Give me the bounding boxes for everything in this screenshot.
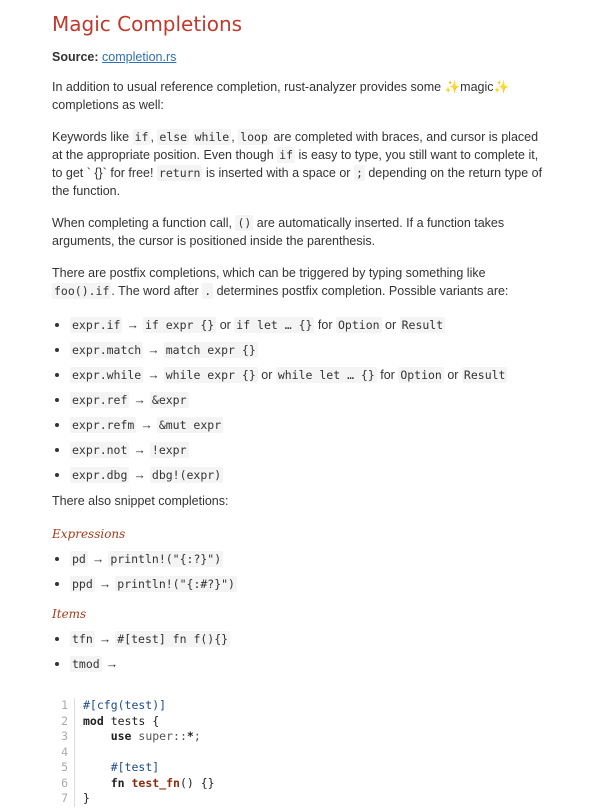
expression-snippets-list: [52, 546, 550, 596]
text: ,: [231, 130, 239, 144]
snippet-trigger: pd: [72, 552, 86, 566]
postfix-variant-item: [70, 337, 550, 362]
variant-expansion: Option: [338, 318, 380, 332]
page-title: Magic Completions: [52, 12, 243, 36]
variant-expansion: match expr {}: [165, 343, 256, 357]
line-number: 5: [52, 760, 75, 776]
variant-expansion: !expr: [151, 443, 187, 457]
line-number: 4: [52, 745, 75, 761]
code-line: [52, 760, 550, 776]
arrow-icon: →: [133, 393, 146, 407]
code-keyword: use: [110, 729, 132, 743]
snippet-item: [70, 626, 550, 651]
code-glob: *: [186, 729, 194, 743]
arrow-icon: →: [126, 318, 139, 332]
snippet-expansion: #[test] fn f(){}: [117, 632, 229, 646]
item-snippets-list: [52, 626, 550, 676]
text: When completing a function call,: [52, 216, 236, 230]
postfix-variant-item: [70, 462, 550, 487]
code-line: [52, 791, 550, 807]
source-label: Source:: [52, 50, 99, 64]
inline-code: if: [134, 130, 149, 144]
line-number: 1: [52, 698, 75, 714]
variant-trigger: expr.refm: [72, 418, 135, 432]
postfix-variant-item: [70, 312, 550, 337]
sparkle-icon: ✨: [444, 80, 461, 94]
code-text: ;: [193, 729, 201, 743]
inline-code: return: [158, 166, 201, 180]
variant-expansion: dbg!(expr): [151, 468, 222, 482]
code-line: [52, 776, 550, 792]
variant-expansion: if let … {}: [236, 318, 313, 332]
snippet-trigger: ppd: [72, 577, 93, 591]
keywords-paragraph: [52, 128, 550, 200]
code-text: }: [83, 791, 90, 805]
code-content: [75, 714, 159, 730]
variant-trigger: expr.match: [72, 343, 142, 357]
text: Keywords like: [52, 130, 133, 144]
code-content: [75, 698, 166, 714]
intro-text-end: completions as well:: [52, 98, 164, 112]
variant-expansion: &mut expr: [158, 418, 222, 432]
arrow-icon: →: [105, 657, 119, 671]
line-number: 3: [52, 729, 75, 745]
text: There are postfix completions, which can be triggered by typing something like: [52, 266, 486, 280]
intro-text: In addition to usual reference completion, rust-analyzer provides some: [52, 80, 445, 94]
magic-word: magic: [460, 80, 494, 94]
inline-code: while: [194, 130, 230, 144]
text: are automatically inserted. If a function takes arguments, the cursor is positioned inside the parenthesis.: [52, 216, 505, 248]
snippet-expansion: println!("{:#?}"): [117, 577, 235, 591]
code-keyword: mod: [83, 713, 104, 728]
arrow-icon: →: [98, 577, 112, 591]
variant-trigger: expr.if: [72, 318, 121, 332]
function-call-paragraph: [52, 214, 550, 250]
text: is easy to type, you still want to complete it, to get ` {}` for free!: [52, 148, 539, 180]
variant-expansion: Result: [401, 318, 444, 332]
variant-expansion: while let … {}: [277, 368, 375, 382]
inline-code: foo().if: [54, 284, 110, 298]
code-line: [52, 745, 550, 761]
arrow-icon: →: [133, 468, 146, 482]
variant-trigger: expr.while: [72, 368, 142, 382]
inline-code: .: [204, 284, 212, 298]
inline-code: loop: [240, 130, 268, 144]
postfix-variant-item: [70, 437, 550, 462]
code-content: [75, 745, 90, 761]
text: depending on the return type of the function.: [52, 166, 543, 198]
expressions-heading: Expressions: [52, 527, 126, 541]
variant-expansion: while expr {}: [165, 368, 256, 382]
variant-text: for: [376, 368, 399, 382]
code-text: () {}: [179, 775, 215, 790]
code-attr: #[test]: [110, 760, 160, 774]
variant-expansion: if expr {}: [144, 318, 215, 332]
code-text: super::: [131, 729, 187, 743]
arrow-icon: →: [147, 343, 160, 357]
inline-code: if: [279, 148, 294, 162]
snippet-intro: There also snippet completions:: [52, 494, 229, 508]
variant-text: or: [443, 368, 462, 382]
variant-text: or: [216, 318, 235, 332]
snippet-trigger: tfn: [72, 632, 93, 646]
code-text: tests {: [103, 713, 160, 728]
code-attr: #[cfg(test)]: [83, 698, 167, 712]
source-line: [52, 48, 550, 66]
snippet-item: [70, 546, 550, 571]
arrow-icon: →: [140, 418, 153, 432]
postfix-variant-item: [70, 387, 550, 412]
line-number: 6: [52, 776, 75, 792]
postfix-variants-list: [52, 312, 550, 487]
postfix-paragraph: [52, 264, 550, 300]
arrow-icon: →: [91, 552, 105, 566]
snippet-expansion: println!("{:?}"): [110, 552, 222, 566]
intro-paragraph: [52, 78, 550, 114]
source-link[interactable]: completion.rs: [102, 50, 177, 64]
variant-trigger: expr.ref: [72, 393, 128, 407]
snippet-item: [70, 571, 550, 596]
text: determines postfix completion. Possible variants are:: [213, 284, 509, 298]
variant-text: or: [381, 318, 400, 332]
variant-expansion: &expr: [151, 393, 187, 407]
sparkle-icon: ✨: [493, 80, 510, 94]
inline-code: ;: [355, 166, 363, 180]
line-number: 7: [52, 791, 75, 807]
code-content: [75, 760, 159, 776]
arrow-icon: →: [133, 443, 146, 457]
postfix-variant-item: [70, 412, 550, 437]
code-block: [52, 698, 550, 807]
inline-code: else: [159, 130, 188, 144]
variant-trigger: expr.not: [72, 443, 128, 457]
text: are completed with braces, and cursor is placed at the appropriate position. Even though: [52, 130, 539, 162]
code-line: [52, 698, 550, 714]
variant-expansion: Option: [400, 368, 442, 382]
code-content: [75, 729, 201, 745]
code-content: [75, 791, 90, 807]
variant-text: or: [257, 368, 276, 382]
code-function-name: test_fn: [131, 775, 180, 790]
text: ,: [150, 130, 158, 144]
line-number: 2: [52, 714, 75, 730]
items-heading: Items: [52, 607, 87, 621]
postfix-variant-item: [70, 362, 550, 387]
inline-code: (): [237, 216, 252, 230]
variant-trigger: expr.dbg: [72, 468, 128, 482]
arrow-icon: →: [98, 632, 112, 646]
code-line: [52, 714, 550, 730]
text: . The word after: [111, 284, 203, 298]
code-line: [52, 729, 550, 745]
variant-expansion: Result: [463, 368, 506, 382]
variant-text: for: [314, 318, 336, 332]
arrow-icon: →: [147, 368, 160, 382]
code-content: [75, 776, 215, 792]
code-keyword: fn: [110, 775, 125, 790]
snippet-item: [70, 651, 550, 676]
snippet-trigger: tmod: [72, 657, 100, 671]
text: is inserted with a space or: [202, 166, 354, 180]
